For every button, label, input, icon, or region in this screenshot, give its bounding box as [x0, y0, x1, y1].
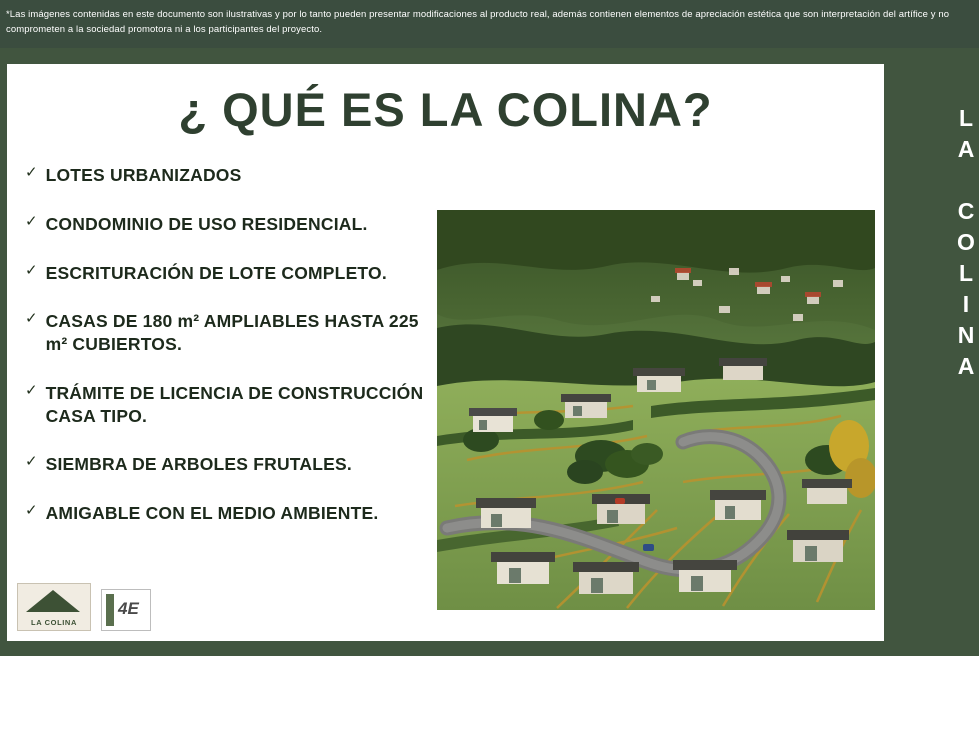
4e-logo: [101, 589, 151, 631]
car: [615, 498, 625, 504]
list-item-label: SIEMBRA DE ARBOLES FRUTALES.: [45, 454, 352, 475]
list-item-label: TRÁMITE DE LICENCIA DE CONSTRUCCIÓN CASA TIPO.: [45, 382, 424, 426]
list-item-label: LOTES URBANIZADOS: [45, 165, 242, 185]
bottom-letterbox: [0, 656, 979, 734]
list-item-label: CONDOMINIO DE USO RESIDENCIAL.: [45, 213, 368, 234]
render-illustration: [437, 210, 875, 610]
la-colina-logo-label: LA COLINA: [31, 618, 77, 627]
list-item: [25, 164, 425, 187]
4e-logo-label: 4E: [118, 599, 139, 618]
slide-content-card: [7, 64, 884, 641]
list-item: [25, 310, 425, 356]
side-strip-title: LA COLINA: [953, 104, 979, 384]
disclaimer-bar: [0, 0, 979, 48]
list-item-label: ESCRITURACIÓN DE LOTE COMPLETO.: [45, 262, 387, 283]
check-icon: ✓: [25, 212, 38, 230]
hill-icon: [26, 590, 80, 612]
page-title: ¿ QUÉ ES LA COLINA?: [178, 83, 713, 136]
car: [643, 544, 654, 551]
list-item-label: CASAS DE 180 m² AMPLIABLES HASTA 225 m² CUBIERTOS.: [45, 311, 419, 354]
list-item: [25, 502, 425, 525]
check-icon: ✓: [25, 453, 38, 471]
side-strip: [884, 64, 979, 641]
check-icon: ✓: [25, 261, 38, 279]
list-item: [25, 262, 425, 285]
check-icon: ✓: [25, 502, 38, 519]
disclaimer-text: *Las imágenes contenidas en este documento son ilustrativas y por lo tanto pueden presentar modificaciones al producto real, además contienen elementos de apreciación estética que son interpretación del artífice y no comprometen a la sociedad promotora ni a los participantes del proyecto.: [6, 9, 950, 35]
check-icon: ✓: [25, 164, 38, 181]
4e-logo-bar: [106, 594, 114, 626]
logo-group: [17, 583, 151, 631]
list-item: [25, 213, 425, 236]
list-item-label: AMIGABLE CON EL MEDIO AMBIENTE.: [45, 503, 379, 523]
feature-list: [25, 164, 425, 551]
project-render-image: [437, 210, 875, 610]
check-icon: ✓: [25, 381, 38, 399]
list-item: [25, 382, 425, 428]
check-icon: ✓: [25, 310, 38, 328]
la-colina-logo: [17, 583, 91, 631]
list-item: [25, 453, 425, 476]
